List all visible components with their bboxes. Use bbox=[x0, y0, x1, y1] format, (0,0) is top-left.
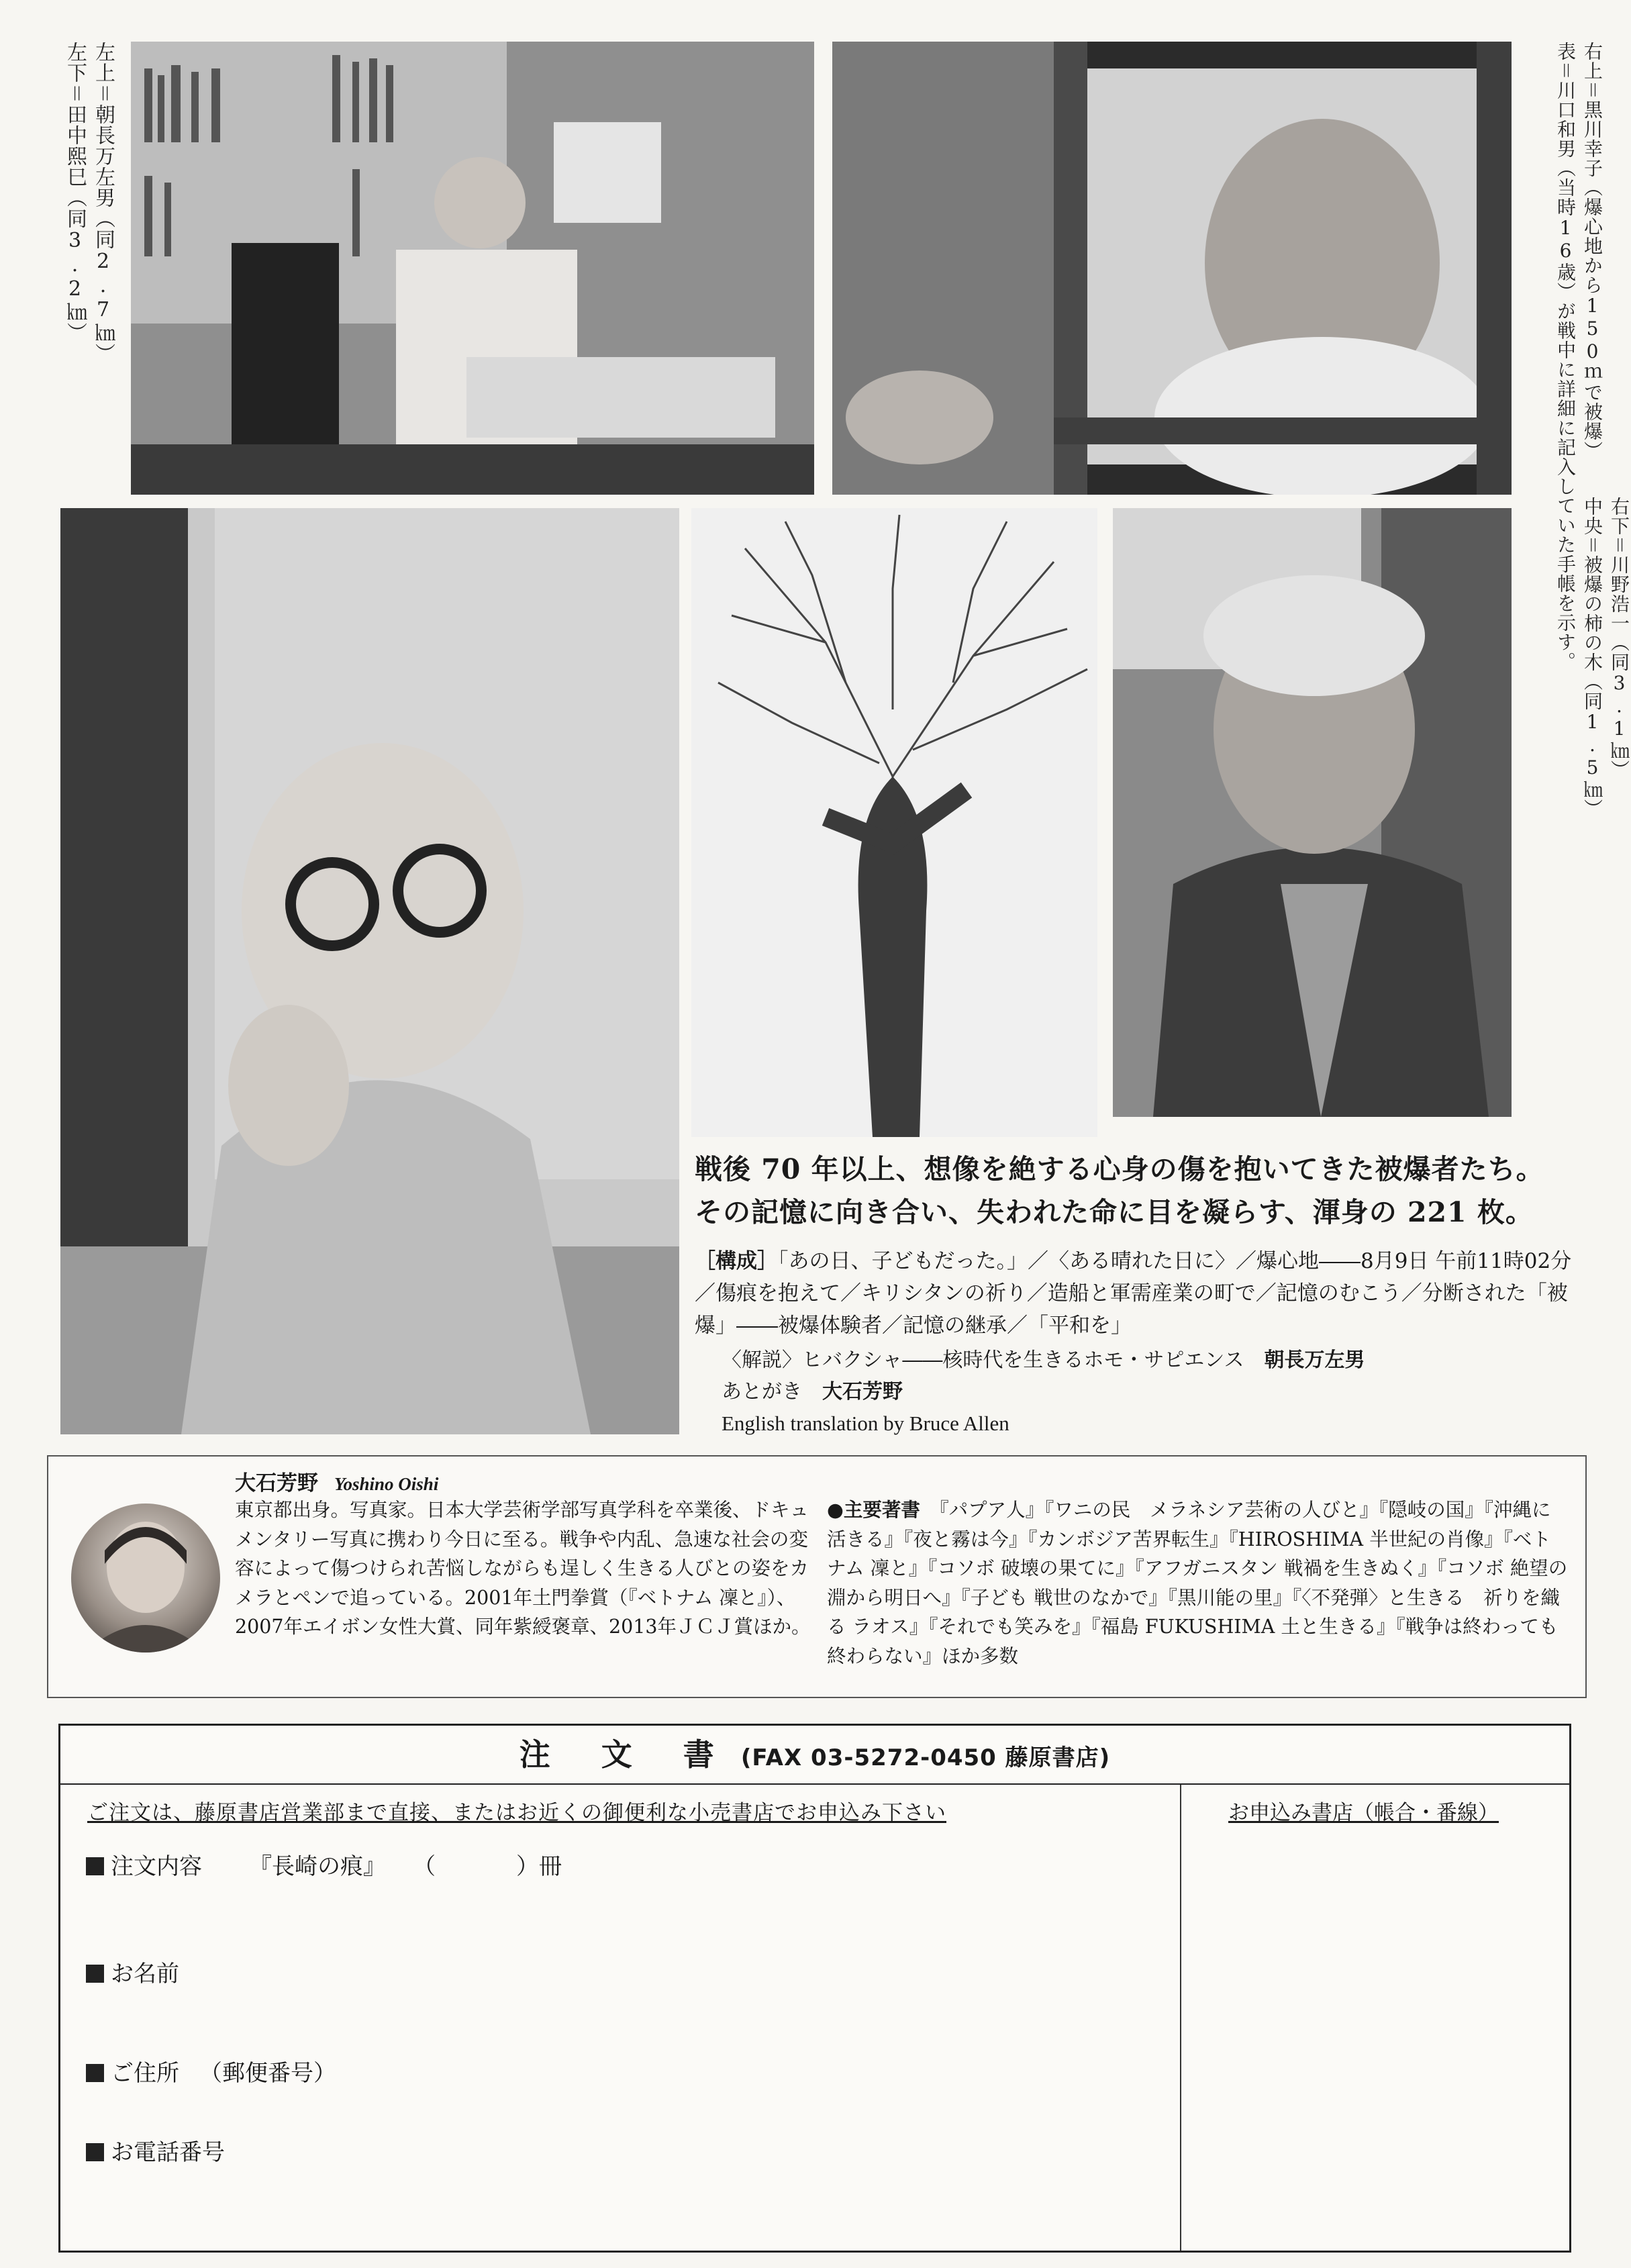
author-bio: 東京都出身。写真家。日本大学芸術学部写真学科を卒業後、ドキュメンタリー写真に携わり今日に至る。戦争や内乱、急速な社会の変容によって傷つけられ苦悩しながらも逞しく生きる人びとの姿をカメラとペンで追っている。2001年土門拳賞（『ベトナム 凜と』）、2007年エイボン女性大賞、同年紫綬褒章、2013年ＪＣＪ賞ほか。 bbox=[235, 1499, 811, 1638]
afterword-label: あとがき bbox=[722, 1380, 802, 1403]
order-item-title: 『長崎の痕』 bbox=[249, 1853, 386, 1880]
photo-nagatomo-office bbox=[131, 42, 814, 495]
order-form-title: 注 文 書 bbox=[519, 1736, 734, 1773]
order-qty-open: （ bbox=[413, 1853, 436, 1880]
bullet-square-icon bbox=[86, 1965, 104, 1983]
works-list: 『パプア人』『ワニの民 メラネシア芸術の人びと』『隠岐の国』『沖縄に活きる』『夜と霧は今』『カンボジア苦界転生』『HIROSHIMA 半世紀の肖像』『ベトナム 凜と』『コソボ 破壊の果てに』『アフガニスタン 戦禍を生きぬく』『コソボ 絶望の淵から明日へ』『子ども 戦世のなかで』『黒川能の里』『〈不発弾〉と生きる 祈りを織る ラオス』『それでも笑みを』『福島 FUKUSHIMA 土と生きる』『戦争は終わっても終わらない』ほか多数 bbox=[827, 1499, 1568, 1667]
photo-tanaka-portrait bbox=[60, 508, 679, 1434]
order-item-field[interactable] bbox=[86, 1848, 562, 1881]
photo-persimmon-tree bbox=[691, 508, 1097, 1137]
lead-line: その記憶に向き合い、失われた命に目を凝らす、渾身の 221 枚。 bbox=[695, 1196, 1534, 1228]
caption-lower-left: 左下＝田中熙巳（同3.2㎞） bbox=[63, 42, 87, 343]
author-name-jp: 大石芳野 bbox=[235, 1471, 318, 1495]
author-photo bbox=[71, 1503, 220, 1653]
order-name-label: お名前 bbox=[111, 1961, 179, 1987]
order-form-fax: (FAX 03-5272-0450 藤原書店) bbox=[740, 1744, 1111, 1771]
bullet-square-icon bbox=[86, 1857, 104, 1875]
order-phone-field[interactable] bbox=[86, 2134, 225, 2167]
order-form-divider bbox=[1180, 1785, 1181, 2251]
author-profile bbox=[47, 1455, 1587, 1698]
order-form bbox=[58, 1724, 1571, 2253]
works-heading: ●主要著書 bbox=[827, 1499, 920, 1521]
author-works bbox=[827, 1495, 1569, 1671]
caption-left bbox=[60, 42, 117, 417]
commentary-author: 朝長万左男 bbox=[1264, 1348, 1365, 1372]
caption-lower-right: 右下＝川野浩一（同3.1㎞） bbox=[1608, 497, 1630, 779]
contents bbox=[695, 1245, 1587, 1342]
bullet-square-icon bbox=[86, 2143, 104, 2161]
author-name bbox=[235, 1466, 438, 1496]
order-address-label: ご住所 bbox=[111, 2060, 179, 2087]
order-phone-label: お電話番号 bbox=[111, 2139, 225, 2166]
caption-right-lower bbox=[1579, 497, 1631, 1087]
caption-upper-right: 右上＝黒川幸子（爆心地から150ｍで被爆） bbox=[1581, 42, 1603, 460]
author-name-romaji: Yoshino Oishi bbox=[334, 1474, 439, 1494]
contents-text: 「あの日、子どもだった。」／〈ある晴れた日に〉／爆心地――8月9日 午前11時02分／傷痕を抱えて／キリシタンの祈り／造船と軍需産業の町で／記憶のむこう／分断された「被爆」――被爆体験者／記憶の継承／「平和を」 bbox=[695, 1249, 1572, 1338]
order-name-field[interactable] bbox=[86, 1955, 179, 1988]
order-qty-close: ）冊 bbox=[516, 1853, 562, 1880]
caption-center: 中央＝被爆の柿の木（同1.5㎞） bbox=[1581, 497, 1603, 818]
order-address-field[interactable] bbox=[86, 2055, 336, 2087]
commentary-label: 〈解説〉ヒバクシャ――核時代を生きるホモ・サピエンス bbox=[722, 1348, 1244, 1372]
order-item-label: 注文内容 bbox=[111, 1853, 202, 1880]
contents-heading: ［構成］ bbox=[695, 1249, 778, 1273]
english-translation-credit: English translation by Bruce Allen bbox=[722, 1412, 1009, 1435]
order-form-header bbox=[60, 1726, 1569, 1785]
photo-kawano-portrait bbox=[1113, 508, 1512, 1117]
lead-line: 戦後 70 年以上、想像を絶する心身の傷を抱いてきた被爆者たち。 bbox=[695, 1153, 1544, 1185]
order-postal-label: （郵便番号） bbox=[199, 2060, 336, 2087]
order-form-intro: ご注文は、藤原書店営業部まで直接、またはお近くの御便利な小売書店でお申込み下さい bbox=[87, 1801, 946, 1825]
afterword-author: 大石芳野 bbox=[822, 1380, 903, 1403]
bullet-square-icon bbox=[86, 2064, 104, 2082]
lead-text bbox=[695, 1148, 1587, 1234]
order-shop-label: お申込み書店（帳合・番線） bbox=[1228, 1801, 1499, 1825]
photo-kurokawa-window bbox=[832, 42, 1512, 495]
caption-upper-left: 左上＝朝長万左男（同2.7㎞） bbox=[91, 42, 115, 364]
caption-notebook: 表＝川口和男（当時16歳）が戦中に詳細に記入していた手帳を示す。 bbox=[1554, 42, 1577, 671]
notes bbox=[722, 1344, 1365, 1439]
